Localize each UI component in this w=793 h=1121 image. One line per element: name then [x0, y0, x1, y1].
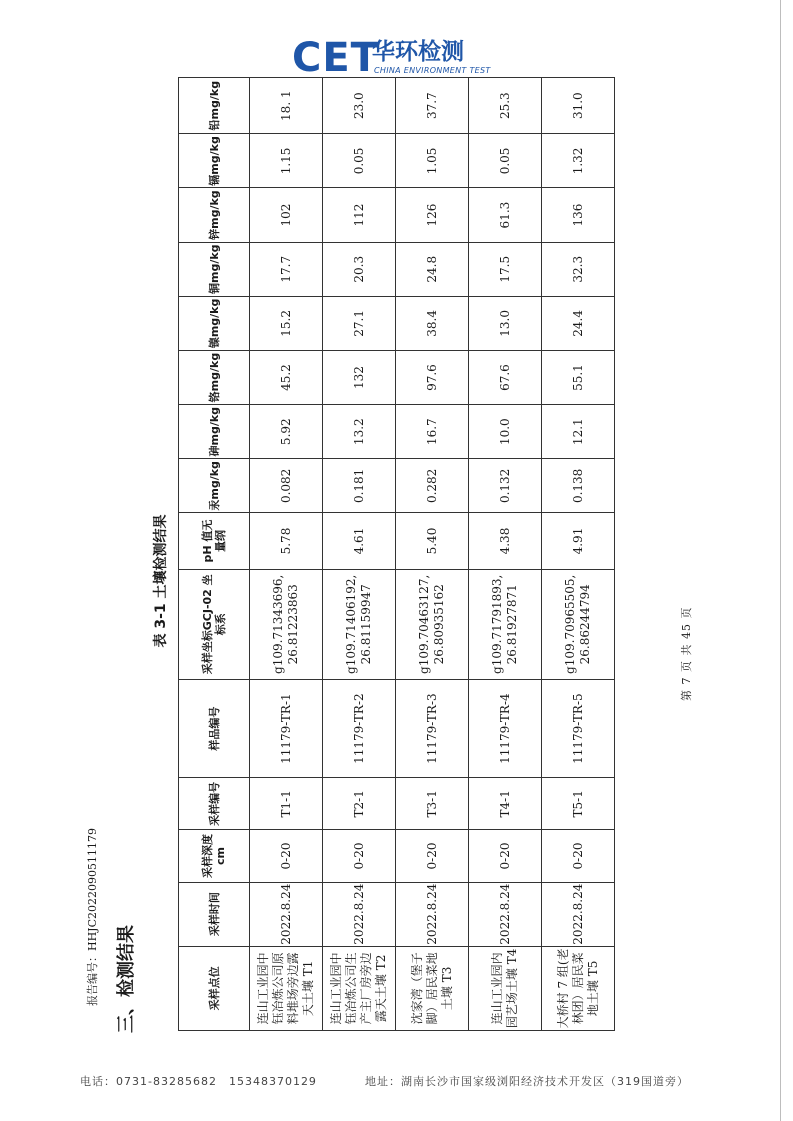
table-cell: 0.05 [469, 134, 542, 188]
table-cell: 67.6 [469, 350, 542, 404]
table-cell: 1.32 [542, 134, 615, 188]
table-cell: 10.0 [469, 405, 542, 459]
header-cell: 镍mg/kg [179, 296, 250, 350]
table-row [323, 78, 396, 1031]
table-cell: 11179-TR-2 [323, 679, 396, 777]
table-cell: g109.71343696, 26.81223863 [250, 569, 323, 679]
table-cell: 126 [396, 188, 469, 242]
table-cell: 5.92 [250, 405, 323, 459]
table-cell: 12.1 [542, 405, 615, 459]
table-cell: 4.91 [542, 513, 615, 569]
table-cell: 0-20 [542, 830, 615, 882]
table-cell: 11179-TR-3 [396, 679, 469, 777]
table-cell: 0-20 [250, 830, 323, 882]
table-cell: 0-20 [469, 830, 542, 882]
table-cell: 连山工业园中钰冶炼公司生产主厂房旁边露天土壤 T2 [323, 946, 396, 1030]
table-cell: 132 [323, 350, 396, 404]
table-cell: 4.38 [469, 513, 542, 569]
table-cell: 沈家湾（堡子脚）居民菜地土壤 T3 [396, 946, 469, 1030]
table-row [542, 78, 615, 1031]
logo-cet-text: CET [292, 35, 379, 81]
table-cell: T5-1 [542, 778, 615, 830]
table-cell: 97.6 [396, 350, 469, 404]
table-cell: 112 [323, 188, 396, 242]
header-cell: 样品编号 [179, 679, 250, 777]
table-cell: 55.1 [542, 350, 615, 404]
table-cell: 20.3 [323, 242, 396, 296]
table-cell: 0-20 [396, 830, 469, 882]
table-row [469, 78, 542, 1031]
table-cell: 2022.8.24 [323, 882, 396, 946]
table-cell: 0.138 [542, 459, 615, 513]
table-cell: 0.132 [469, 459, 542, 513]
table-cell: 15.2 [250, 296, 323, 350]
logo-chinese-name: 华环检测 [372, 39, 464, 65]
table-cell: 24.4 [542, 296, 615, 350]
table-cell: 61.3 [469, 188, 542, 242]
section-title: 三、检测结果 [116, 925, 137, 1033]
table-cell: T1-1 [250, 778, 323, 830]
header-cell: 采样点位 [179, 946, 250, 1030]
table-cell: 24.8 [396, 242, 469, 296]
table-cell: T3-1 [396, 778, 469, 830]
table-cell: 102 [250, 188, 323, 242]
table-cell: 18. 1 [250, 78, 323, 134]
table-cell: 大桥村 7 组(老林团）居民菜地土壤 T5 [542, 946, 615, 1030]
table-cell: 11179-TR-1 [250, 679, 323, 777]
table-cell: 5.40 [396, 513, 469, 569]
header-cell: 镉mg/kg [179, 134, 250, 188]
table-cell: T2-1 [323, 778, 396, 830]
table-cell: 25.3 [469, 78, 542, 134]
table-cell: 37.7 [396, 78, 469, 134]
table-caption: 表 3-1 土壤检测结果 [153, 514, 169, 648]
table-cell: 5.78 [250, 513, 323, 569]
soil-results-table [178, 77, 615, 1031]
logo-english-name: CHINA ENVIRONMENT TEST [374, 66, 491, 75]
table-cell: 11179-TR-4 [469, 679, 542, 777]
header-cell: pH 值无量纲 [179, 513, 250, 569]
table-cell: 16.7 [396, 405, 469, 459]
table-cell: 17.5 [469, 242, 542, 296]
table-row [250, 78, 323, 1031]
table-row [396, 78, 469, 1031]
header-cell: 铜mg/kg [179, 242, 250, 296]
table-cell: 31.0 [542, 78, 615, 134]
page-number: 第 7 页 共 45 页 [680, 606, 693, 701]
table-cell: 136 [542, 188, 615, 242]
table-cell: 4.61 [323, 513, 396, 569]
table-cell: 17.7 [250, 242, 323, 296]
footer-phone: 电话：0731-83285682 15348370129 [80, 1075, 317, 1088]
report-number: 报告编号：HHJC2022090511179 [86, 828, 99, 1006]
table-cell: 0.082 [250, 459, 323, 513]
table-cell: 连山工业园中钰冶炼公司原料堆场旁边露天土壤 T1 [250, 946, 323, 1030]
header-cell: 铅mg/kg [179, 78, 250, 134]
table-cell: 32.3 [542, 242, 615, 296]
table-cell: 13.2 [323, 405, 396, 459]
table-cell: 2022.8.24 [396, 882, 469, 946]
table-cell: g109.70965505, 26.86244794 [542, 569, 615, 679]
header-cell: 砷mg/kg [179, 405, 250, 459]
table-cell: 0.05 [323, 134, 396, 188]
table-cell: 45.2 [250, 350, 323, 404]
table-cell: 23.0 [323, 78, 396, 134]
table-cell: T4-1 [469, 778, 542, 830]
header-cell: 采样深度cm [179, 830, 250, 882]
table-cell: 0.181 [323, 459, 396, 513]
table-cell: 13.0 [469, 296, 542, 350]
table-cell: 11179-TR-5 [542, 679, 615, 777]
header-cell: 采样坐标GCJ-02 坐标系 [179, 569, 250, 679]
table-cell: 0.282 [396, 459, 469, 513]
table-cell: g109.71406192, 26.81159947 [323, 569, 396, 679]
table-cell: g109.70463127, 26.80935162 [396, 569, 469, 679]
table-cell: 2022.8.24 [469, 882, 542, 946]
footer-address: 地址：湖南长沙市国家级浏阳经济技术开发区（319国道旁） [365, 1075, 689, 1088]
header-cell: 汞mg/kg [179, 459, 250, 513]
table-cell: 27.1 [323, 296, 396, 350]
table-cell: 1.15 [250, 134, 323, 188]
table-cell: 1.05 [396, 134, 469, 188]
table-cell: g109.71791893, 26.81927871 [469, 569, 542, 679]
header-cell: 铬mg/kg [179, 350, 250, 404]
table-header-row [179, 78, 250, 1031]
header-cell: 锌mg/kg [179, 188, 250, 242]
header-cell: 采样时间 [179, 882, 250, 946]
header-cell: 采样编号 [179, 778, 250, 830]
table-cell: 0-20 [323, 830, 396, 882]
table-cell: 2022.8.24 [250, 882, 323, 946]
table-cell: 2022.8.24 [542, 882, 615, 946]
table-cell: 38.4 [396, 296, 469, 350]
table-cell: 连山工业园内园艺场土壤 T4 [469, 946, 542, 1030]
